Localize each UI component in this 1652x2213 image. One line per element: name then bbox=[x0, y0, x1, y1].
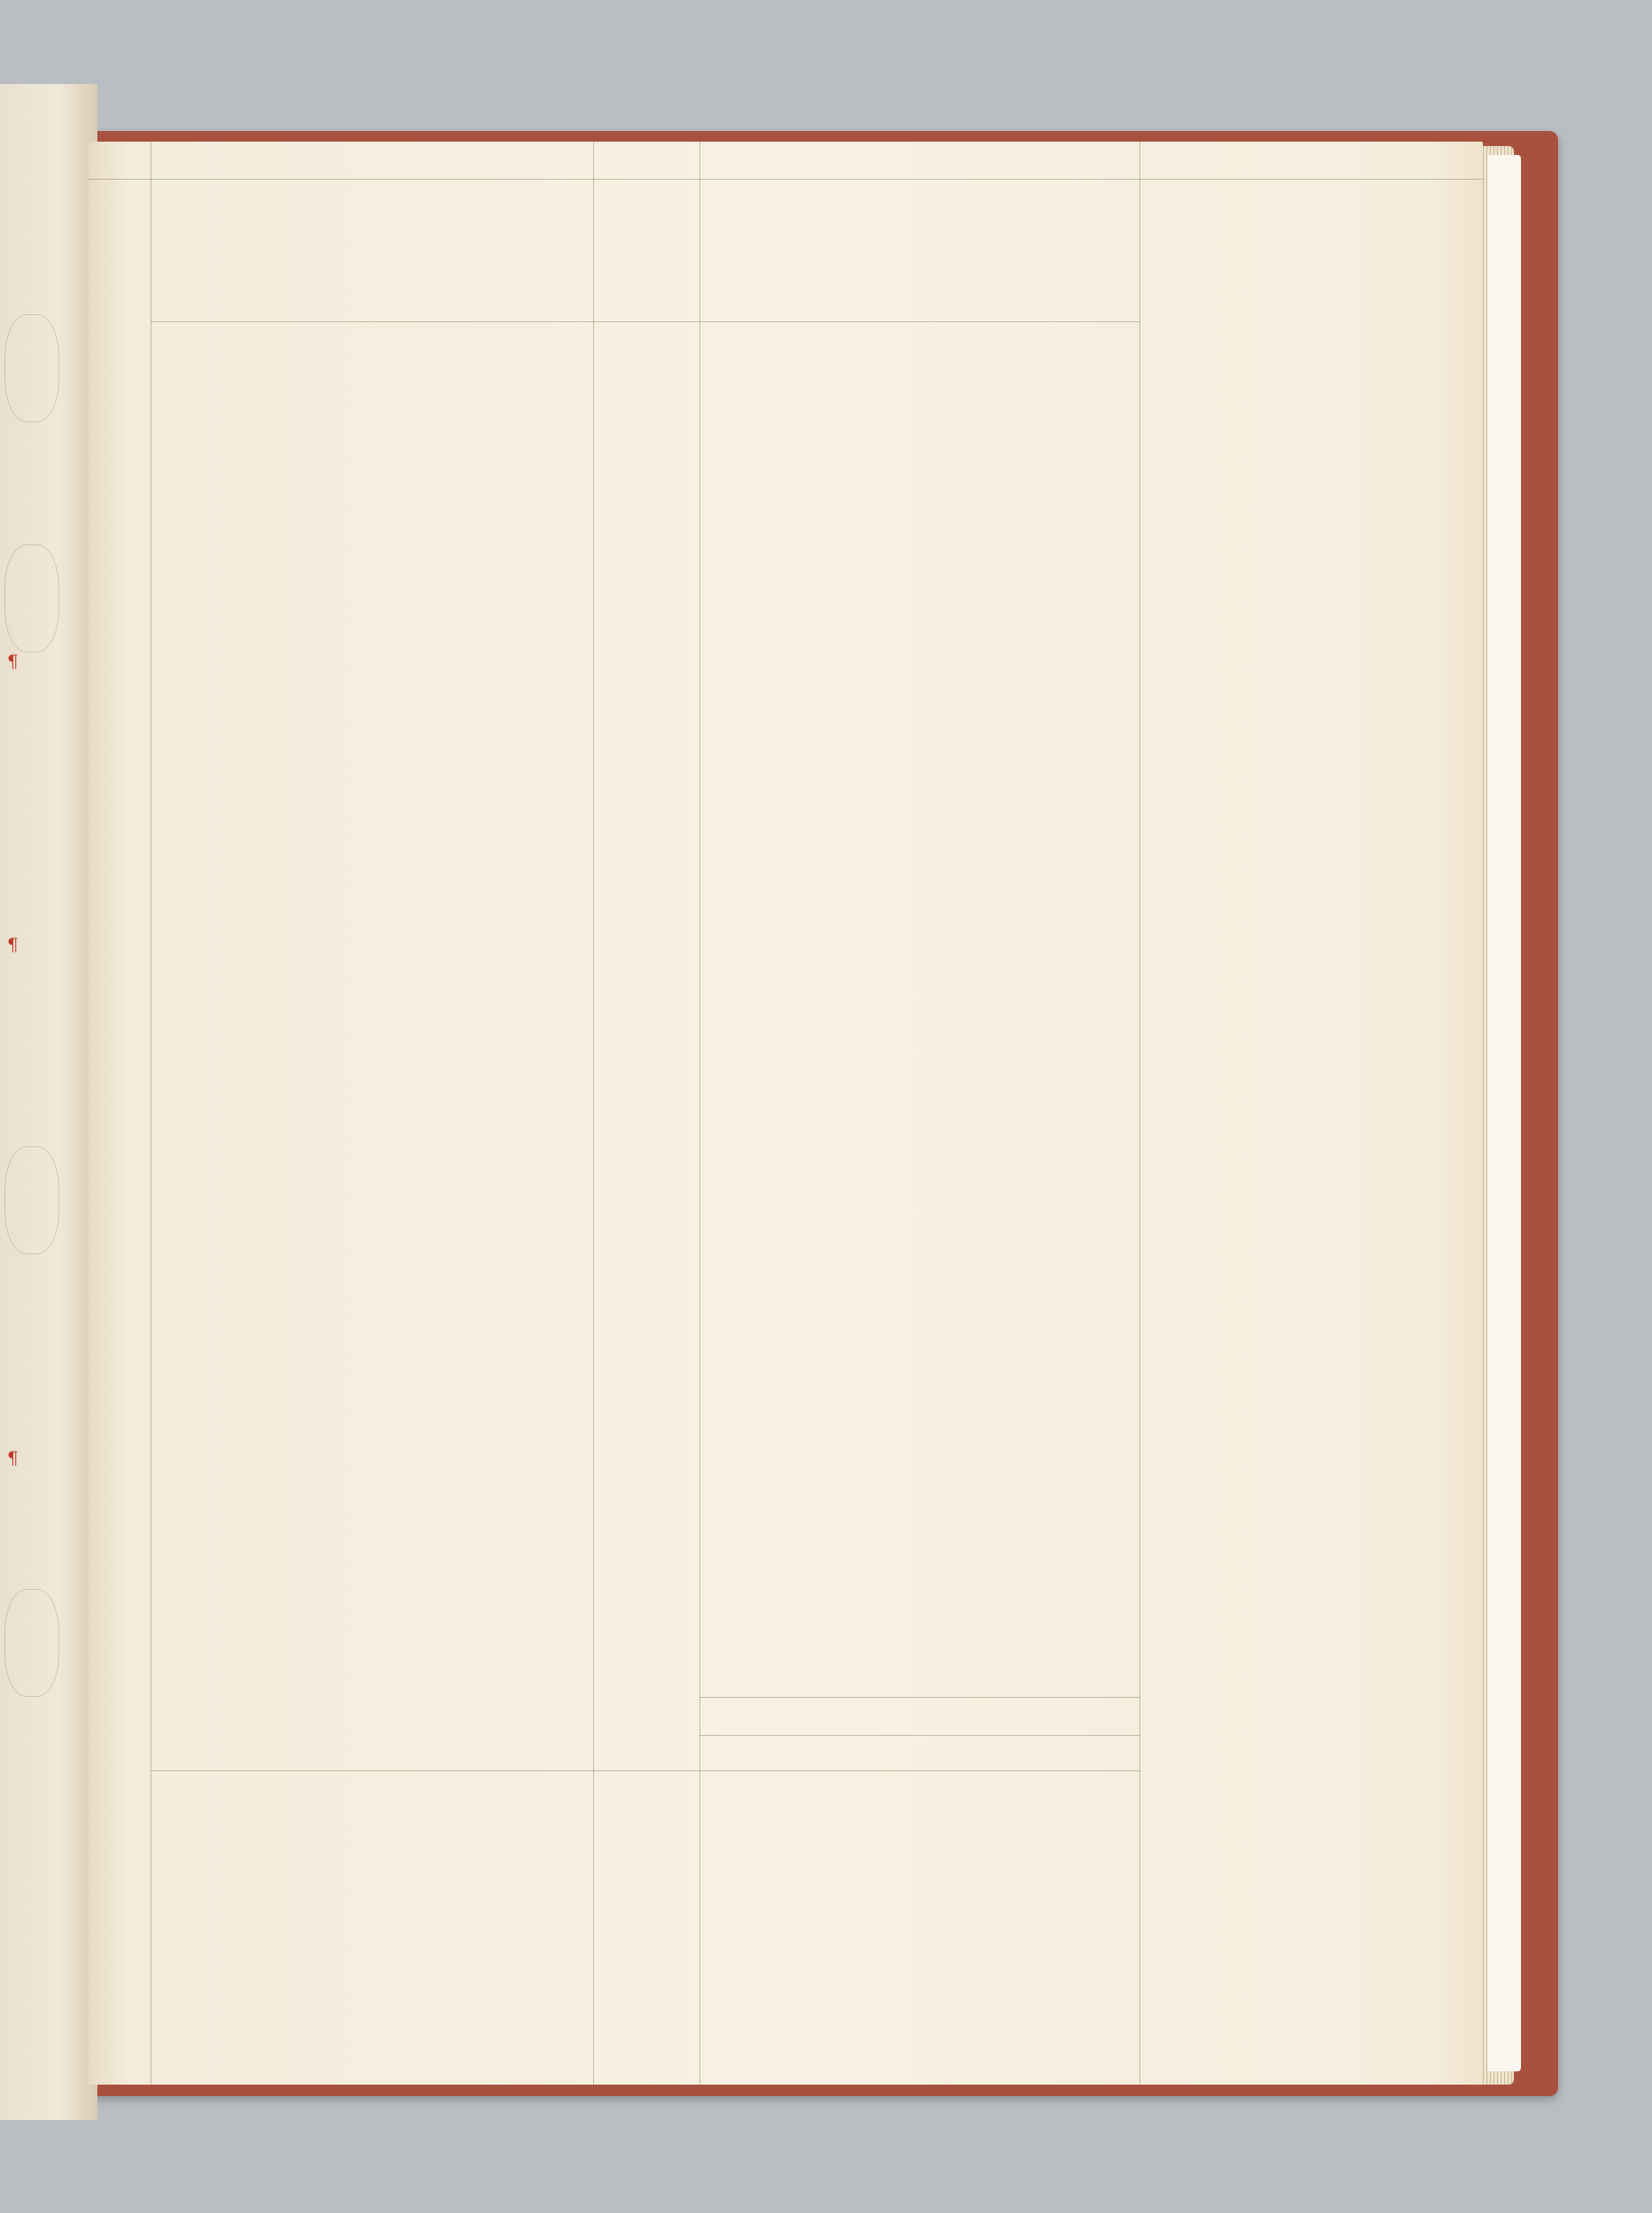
red-marginal-mark: ¶ bbox=[7, 1447, 19, 1469]
flyleaf-edge bbox=[1487, 155, 1521, 2071]
ruling-line bbox=[151, 1770, 1139, 1771]
ruling-line bbox=[151, 321, 1139, 322]
ruling-line bbox=[593, 142, 594, 2085]
marginal-sketch bbox=[4, 544, 59, 652]
marginal-sketch bbox=[4, 314, 59, 422]
marginal-sketch bbox=[4, 1146, 59, 1254]
ruling-line bbox=[699, 1735, 1139, 1736]
ruling-line bbox=[89, 179, 1483, 180]
ruling-line bbox=[1139, 142, 1140, 2085]
manuscript-page bbox=[89, 142, 1483, 2085]
red-marginal-mark: ¶ bbox=[7, 934, 19, 955]
ruling-line bbox=[699, 1697, 1139, 1698]
red-marginal-mark: ¶ bbox=[7, 651, 19, 672]
ruling-line bbox=[699, 142, 700, 2085]
marginal-sketch bbox=[4, 1589, 59, 1697]
facing-page bbox=[0, 84, 97, 2120]
